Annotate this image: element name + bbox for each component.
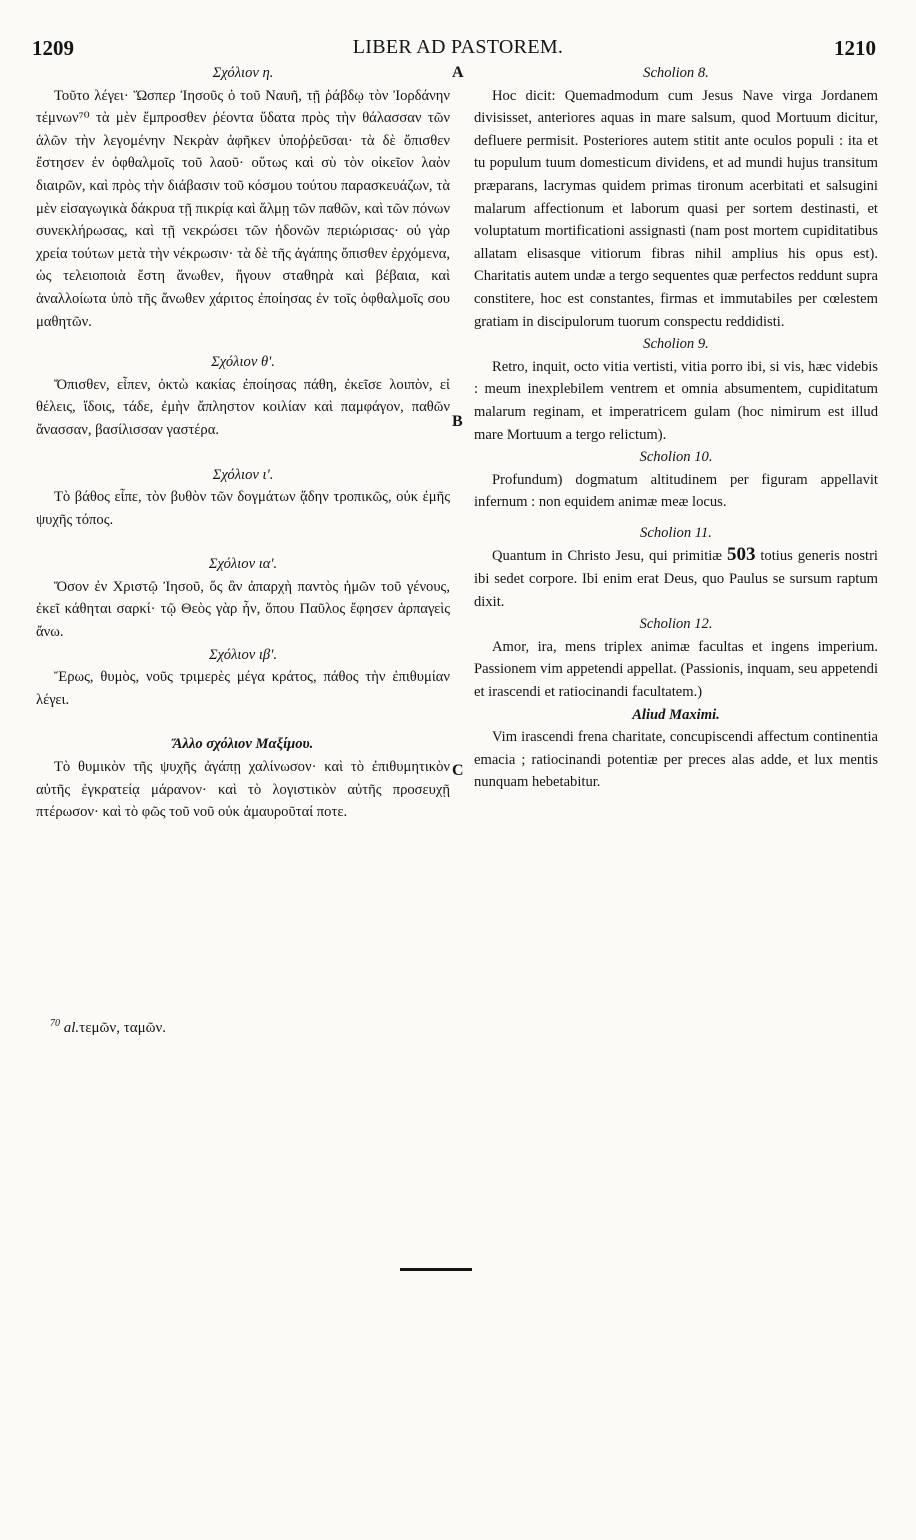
latin-scholion-9-text: Retro, inquit, octo vitia vertisti, vitia porro ibi, si vis, hæc videbis : meum inexplebilem ventrem et omnia absumentem, cupiditatum malarum reginam, et imperatricem gulam (hoc nimirum est illud mare Mortuum a tergo relictum). — [474, 358, 878, 443]
greek-scholion-10-heading: Σχόλιον ι'. — [212, 466, 274, 483]
column-number-marker: 503 — [726, 544, 756, 566]
left-page-number: 1209 — [32, 36, 74, 60]
latin-scholion-11-heading: Scholion 11. — [640, 524, 712, 541]
footnote-text: τεμῶν, ταμῶν. — [79, 1020, 167, 1036]
greek-scholion-12-heading: Σχόλιον ιβ'. — [209, 646, 277, 663]
greek-scholion-11-heading: Σχόλιον ια'. — [208, 556, 278, 573]
greek-column — [36, 62, 450, 824]
margin-letter-b: B — [452, 413, 463, 430]
latin-scholion-9-heading: Scholion 9. — [643, 336, 709, 353]
greek-scholion-11-text: Ὅσον ἐν Χριστῷ Ἰησοῦ, ὅς ἂν ἀπαρχὴ παντὸς ἡμῶν τοῦ γένους, ἐκεῖ κάθηται σαρκί· τῷ Θεὸς γὰρ ἦν, ὅπου Παῦλος ἔφησεν ἁρπαγεὶς ἄνω. — [36, 578, 450, 641]
margin-letter-a: A — [452, 64, 464, 81]
greek-scholion-8-text: Τοῦτο λέγει· Ὥσπερ Ἰησοῦς ὁ τοῦ Ναυῆ, τῇ ῥάβδῳ τὸν Ἰορδάνην τέμνων⁷⁰ τὰ μὲν ἔμπροσθεν ῥέοντα ὕδατα πρὸς τὴν θάλασσαν τῶν ἁλῶν τὴν λεγομένην Νεκρὰν ἀφῆκεν ὑποῤῥεῦσαι· τὰ δὲ ὄπισθεν ἔστησεν ἐν ὀφθαλμοῖς τοῦ λαοῦ· οὕτως καὶ σὺ τὸν οἰκεῖον λαὸν διαιρῶν, καὶ πρὸς τὴν διάβασιν τοῦ κόσμου τούτου παρασκευάζων, τὰ μὲν εἰσαγωγικὰ δάκρυα τῇ πικρίᾳ καὶ ἅλμῃ τῶν παθῶν, καὶ τῶν πόνων συνεκλήρωσας, καὶ τῇ νεκρώσει τῶν ἡδονῶν περιώρισας· οὐ γὰρ χρεία τούτων μετὰ τὴν νέκρωσιν· τὰ δὲ τῆς ἀγάπης ὄπισθεν ἐρχόμενα, ὡς τελειοποιὰ ἔστη ἄνωθεν, ἤγουν σταθηρὰ καὶ βέβαια, καὶ ἀναλλοίωτα ὑπὸ τῆς ἄνωθεν χάριτος ἐποίησας ἐν τοῖς ὀφθαλμοῖς σου μαθητῶν. — [36, 87, 450, 330]
running-title: LIBER AD PASTOREM. — [352, 36, 564, 58]
greek-scholion-8-heading: Σχόλιον η. — [212, 65, 274, 81]
latin-scholion-11-text — [474, 544, 878, 613]
greek-scholion-10-text: Τὸ βάθος εἶπε, τὸν βυθὸν τῶν δογμάτων ᾅδην τροπικῶς, οὐκ ἐμῆς ψυχῆς τόπος. — [36, 489, 450, 528]
end-rule — [400, 1268, 472, 1271]
footnote — [50, 1018, 166, 1037]
latin-scholion-10-text: Profundum) dogmatum altitudinem per figuram appellavit infernum : non equidem animæ meæ locus. — [474, 471, 878, 511]
latin-column — [474, 62, 878, 794]
greek-scholion-9-text: Ὄπισθεν, εἶπεν, ὀκτὼ κακίας ἐποίησας πάθη, ἐκεῖσε λοιπὸν, εἰ θέλεις, ἴδοις, τάδε, ἐμὴν ἄπληστον κοιλίαν καὶ παμφάγον, παθῶν ἄνασσαν, βασίλισσαν γαστέρα. — [36, 376, 450, 438]
latin-maximus-heading: Aliud Maximi. — [632, 706, 720, 723]
footnote-al: al. — [63, 1020, 80, 1036]
latin-scholion-11-text-b: totius generis nostri ibi sedet corpore. Ibi enim erat Deus, quo Paulus se sursum raptum dixit. — [474, 548, 878, 610]
greek-scholion-12-text: Ἔρως, θυμὸς, νοῦς τριμερὲς μέγα κράτος, πάθος τὴν ἐπιθυμίαν λέγει. — [36, 669, 450, 708]
greek-maximus-text: Τὸ θυμικὸν τῆς ψυχῆς ἀγάπῃ χαλίνωσον· καὶ τὸ ἐπιθυμητικὸν αὐτῆς ἐγκρατείᾳ μάρανον· καὶ τὸ λογιστικὸν αὐτῆς προσευχῇ πτέρωσον· καὶ τὸ φῶς τοῦ νοῦ οὐκ ἀμαυροῦταί ποτε. — [36, 759, 450, 821]
latin-scholion-12-text: Amor, ira, mens triplex animæ facultas et ingens imperium. Passionem vim appetendi appellat. (Passionis, inquam, seu appetendi et irascendi et ratiocinandi facultatem.) — [474, 638, 878, 701]
latin-scholion-12-heading: Scholion 12. — [639, 616, 713, 633]
latin-scholion-8-heading: Scholion 8. — [643, 65, 709, 81]
greek-scholion-9-heading: Σχόλιον θ'. — [211, 354, 275, 371]
latin-scholion-8-text: Hoc dicit: Quemadmodum cum Jesus Nave virga Jordanem divisisset, anteriores aquas in mare salsum, quod Mortuum dicitur, defluere permisit. Posteriores autem stitit ante oculos populi : ita et tu populum tuum domesticum dividens, et ad mundi hujus transitum præparans, lacrymas quidem primas tironum acerbitati et salsugini malarum affectionum et laborum quasi per sortem destinasti, et voluptatum mortificationi assignasti (nam post mortem cupiditatibus allatam elisasque vitiorum fibras nihil amplius his opus est). Charitatis autem undæ a tergo sequentes quæ perfectos reddunt supra constitere, hoc est constantes, firmas et immutabiles per cœlestem gratiam in discipulorum tuorum conspectu reddidisti. — [474, 87, 878, 330]
margin-letter-c: C — [452, 762, 464, 779]
right-page-number: 1210 — [834, 36, 876, 60]
latin-maximus-text: Vim irascendi frena charitate, concupiscendi affectum continentia emacia ; ratiocinandi potentiæ per preces alas adde, et lux mentis nunquam hebetabitur. — [474, 729, 878, 791]
greek-maximus-heading: Ἄλλο σχόλιον Μαξίμου. — [172, 736, 314, 753]
latin-scholion-10-heading: Scholion 10. — [639, 449, 713, 466]
latin-scholion-11-text-a: Quantum in Christo Jesu, qui primitiæ — [492, 548, 723, 565]
footnote-number: 70 — [50, 1018, 60, 1029]
